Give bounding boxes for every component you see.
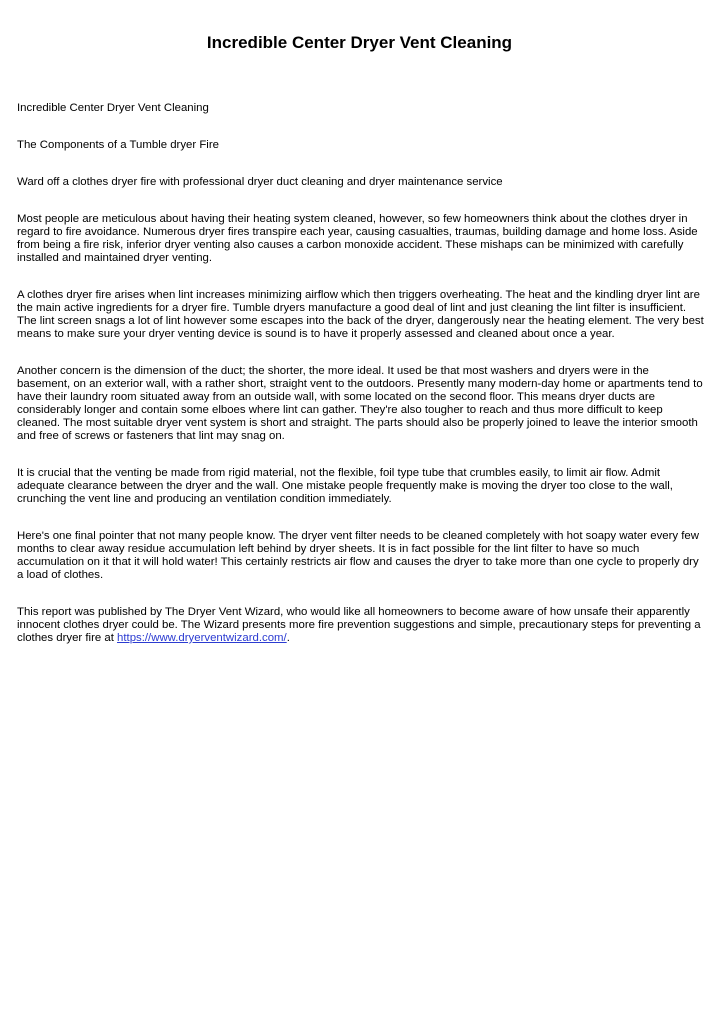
paragraph-4: It is crucial that the venting be made from rigid material, not the flexible, foil type tube that crumbles easily, to limit air flow. Admit adequate clearance between the dryer and the wall. One mistake people frequently make is moving the dryer too close to the wall, crunching the vent line and producing an ventilation condition immediately. xyxy=(17,467,673,505)
page-title: Incredible Center Dryer Vent Cleaning xyxy=(206,33,513,52)
paragraph-3: Another concern is the dimension of the duct; the shorter, the more ideal. It used be that most washers and dryers were in the basement, on an exterior wall, with a rather short, straight vent to the outdoors. Presently many modern-day home or apartments tend to have their laundry room situated away from an outside wall, with some located on the second floor. This means dryer ducts are considerably longer and contain some elboes where lint can gather. They're also tougher to reach and thus more difficult to keep cleaned. The most suitable dryer vent system is short and straight. The parts should also be properly joined to leave the interior smooth and free of screws or fasteners that lint may snag on. xyxy=(17,365,703,442)
document-body xyxy=(17,102,705,645)
intro-line: Ward off a clothes dryer fire with professional dryer duct cleaning and dryer maintenance service xyxy=(17,176,503,188)
section-heading: The Components of a Tumble dryer Fire xyxy=(17,139,219,151)
closing-text: This report was published by The Dryer Vent Wizard, who would like all homeowners to become aware of how unsafe their apparently innocent clothes dryer could be. The Wizard presents more fire prevention suggestions and simple, precautionary steps for preventing a clothes dryer fire at xyxy=(17,606,701,644)
website-link[interactable]: https://www.dryerventwizard.com/ xyxy=(117,632,287,644)
document-heading: Incredible Center Dryer Vent Cleaning xyxy=(17,102,209,114)
paragraph-5: Here's one final pointer that not many people know. The dryer vent filter needs to be cleaned completely with hot soapy water every few months to clear away residue accumulation left behind by dryer sheets. It is in fact possible for the lint filter to have so much accumulation on it that it will hold water! This certainly restricts air flow and causes the dryer to take more than one cycle to properly dry a load of clothes. xyxy=(17,530,699,581)
paragraph-1: Most people are meticulous about having their heating system cleaned, however, so few homeowners think about the clothes dryer in regard to fire avoidance. Numerous dryer fires transpire each year, causing casualties, traumas, building damage and home loss. Aside from being a fire risk, inferior dryer venting also causes a carbon monoxide accident. These mishaps can be minimized with carefully installed and maintained dryer venting. xyxy=(17,213,698,264)
closing-paragraph xyxy=(17,606,705,645)
closing-period: . xyxy=(286,632,290,644)
paragraph-2: A clothes dryer fire arises when lint increases minimizing airflow which then triggers overheating. The heat and the kindling dryer lint are the main active ingredients for a dryer fire. Tumble dryers manufacture a good deal of lint and just cleaning the lint filter is insufficient. The lint screen snags a lot of lint however some escapes into the back of the dryer, dangerously near the heating element. The very best means to make sure your dryer venting device is sound is to have it properly assessed and cleaned about once a year. xyxy=(17,289,704,340)
